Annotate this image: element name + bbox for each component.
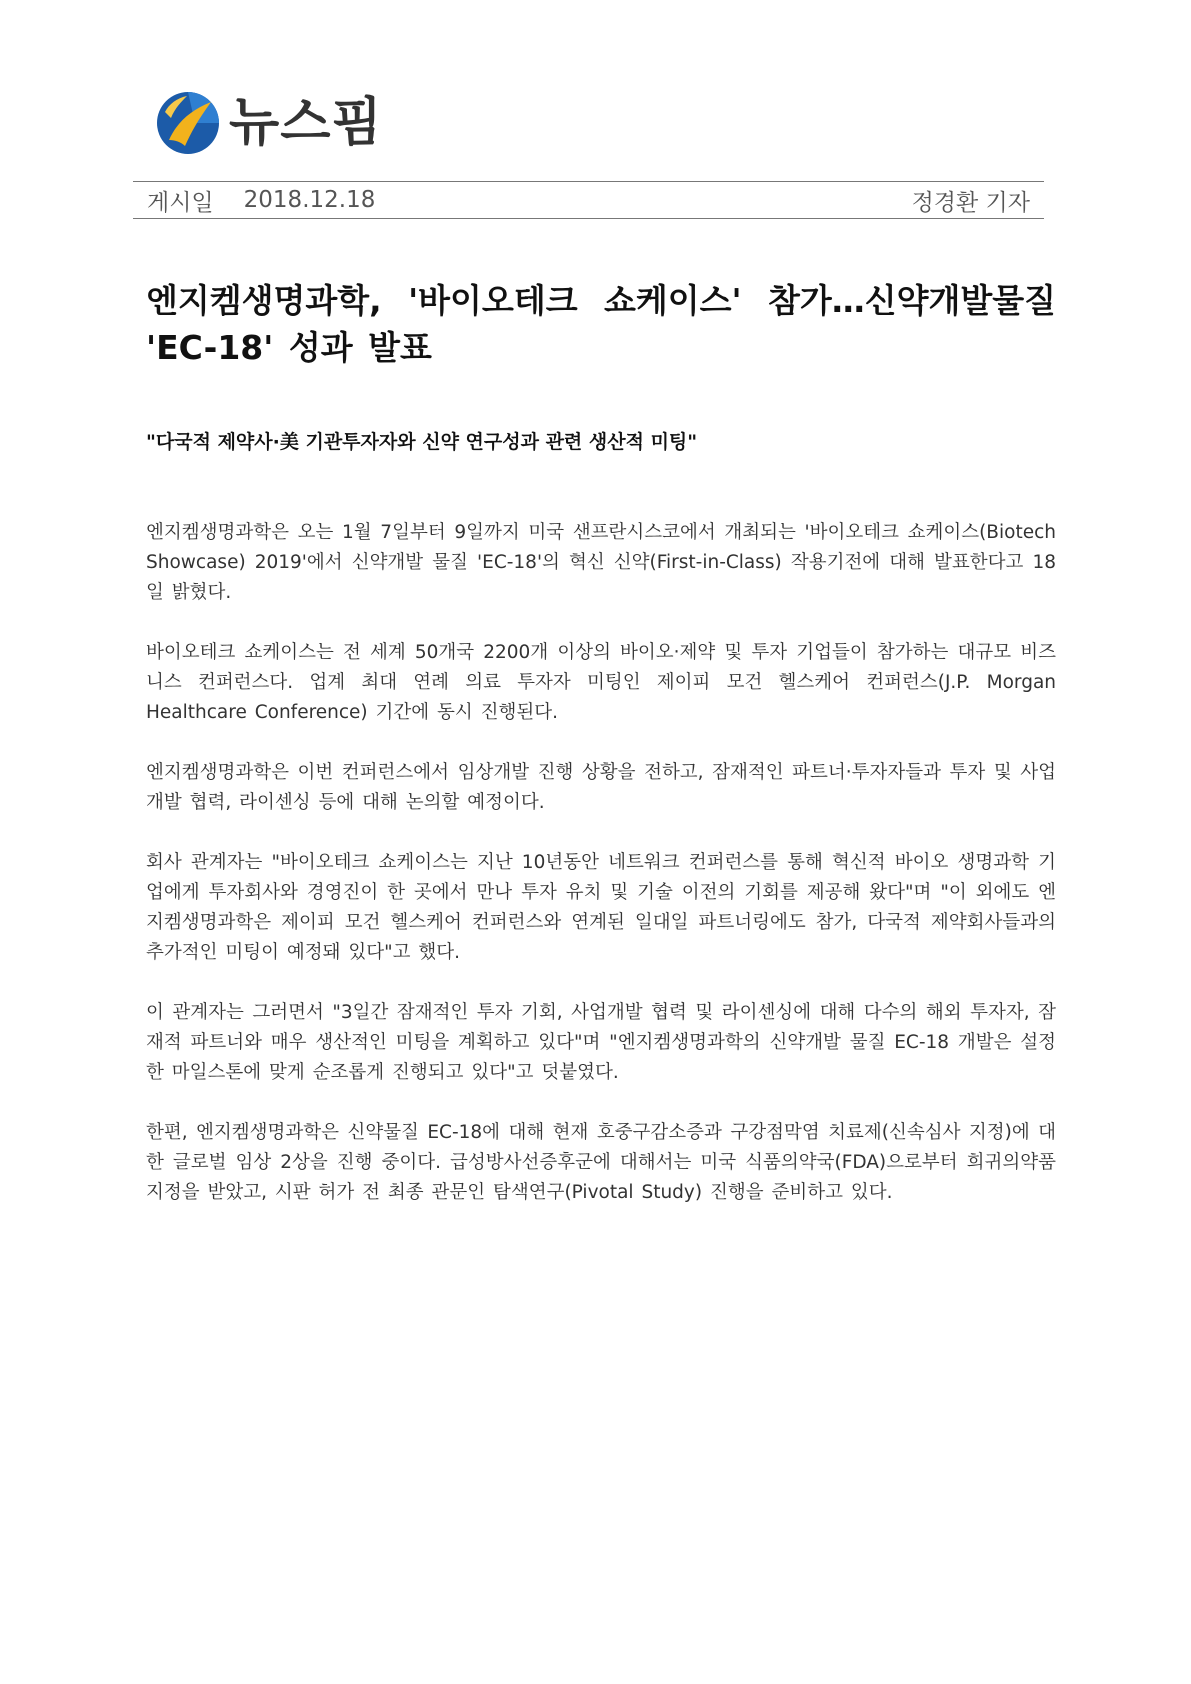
date-label: 게시일 — [147, 189, 214, 216]
article-paragraph: 한편, 엔지켐생명과학은 신약물질 EC-18에 대해 현재 호중구감소증과 구강점막염 치료제(신속심사 지정)에 대한 글로벌 임상 2상을 진행 중이다. 급성방사선증후군에 대해서는 미국 식품의약국(FDA)으로부터 희귀의약품 지정을 받았고, 시판 허가 전 최종 관문인 탐색연구(Pivotal Study) 진행을 준비하고 있다. — [146, 1122, 1056, 1203]
article-paragraph: 회사 관계자는 "바이오테크 쇼케이스는 지난 10년동안 네트워크 컨퍼런스를 통해 혁신적 바이오 생명과학 기업에게 투자회사와 경영진이 한 곳에서 만나 투자 유치 및 기술 이전의 기회를 제공해 왔다"며 "이 외에도 엔지켐생명과학은 제이피 모건 헬스케어 컨퍼런스와 연계된 일대일 파트너링에도 참가, 다국적 제약회사들과의 추가적인 미팅이 예정돼 있다"고 했다. — [146, 852, 1056, 963]
article-paragraph: 엔지켐생명과학은 이번 컨퍼런스에서 임상개발 진행 상황을 전하고, 잠재적인 파트너·투자자들과 투자 및 사업개발 협력, 라이센싱 등에 대해 논의할 예정이다. — [146, 762, 1056, 813]
article-body — [146, 518, 1056, 1238]
article-paragraph: 엔지켐생명과학은 오는 1월 7일부터 9일까지 미국 샌프란시스코에서 개최되는 '바이오테크 쇼케이스(Biotech Showcase) 2019'에서 신약개발 물질 'EC-18'의 혁신 신약(First-in-Class) 작용기전에 대해 발표한다고 18일 밝혔다. — [146, 522, 1056, 603]
article-meta-bar — [133, 181, 1044, 219]
publish-date: 2018.12.18 — [243, 187, 376, 213]
article-headline: 엔지켐생명과학, '바이오테크 쇼케이스' 참가…신약개발물질 'EC-18' 성과 발표 — [146, 281, 1056, 367]
author-byline: 정경환 기자 — [911, 189, 1030, 216]
newspim-logo-icon — [155, 90, 221, 156]
site-logo[interactable] — [155, 88, 383, 158]
article-subheadline: "다국적 제약사·美 기관투자자와 신약 연구성과 관련 생산적 미팅" — [146, 431, 698, 453]
article-paragraph: 이 관계자는 그러면서 "3일간 잠재적인 투자 기회, 사업개발 협력 및 라이센싱에 대해 다수의 해외 투자자, 잠재적 파트너와 매우 생산적인 미팅을 계획하고 있다"며 "엔지켐생명과학의 신약개발 물질 EC-18 개발은 설정한 마일스톤에 맞게 순조롭게 진행되고 있다"고 덧붙였다. — [146, 1002, 1056, 1083]
article-paragraph: 바이오테크 쇼케이스는 전 세계 50개국 2200개 이상의 바이오·제약 및 투자 기업들이 참가하는 대규모 비즈니스 컨퍼런스다. 업계 최대 연례 의료 투자자 미팅인 제이피 모건 헬스케어 컨퍼런스(J.P. Morgan Healthcare Conference) 기간에 동시 진행된다. — [146, 642, 1056, 723]
logo-wordmark: 뉴스핌 — [229, 93, 383, 153]
